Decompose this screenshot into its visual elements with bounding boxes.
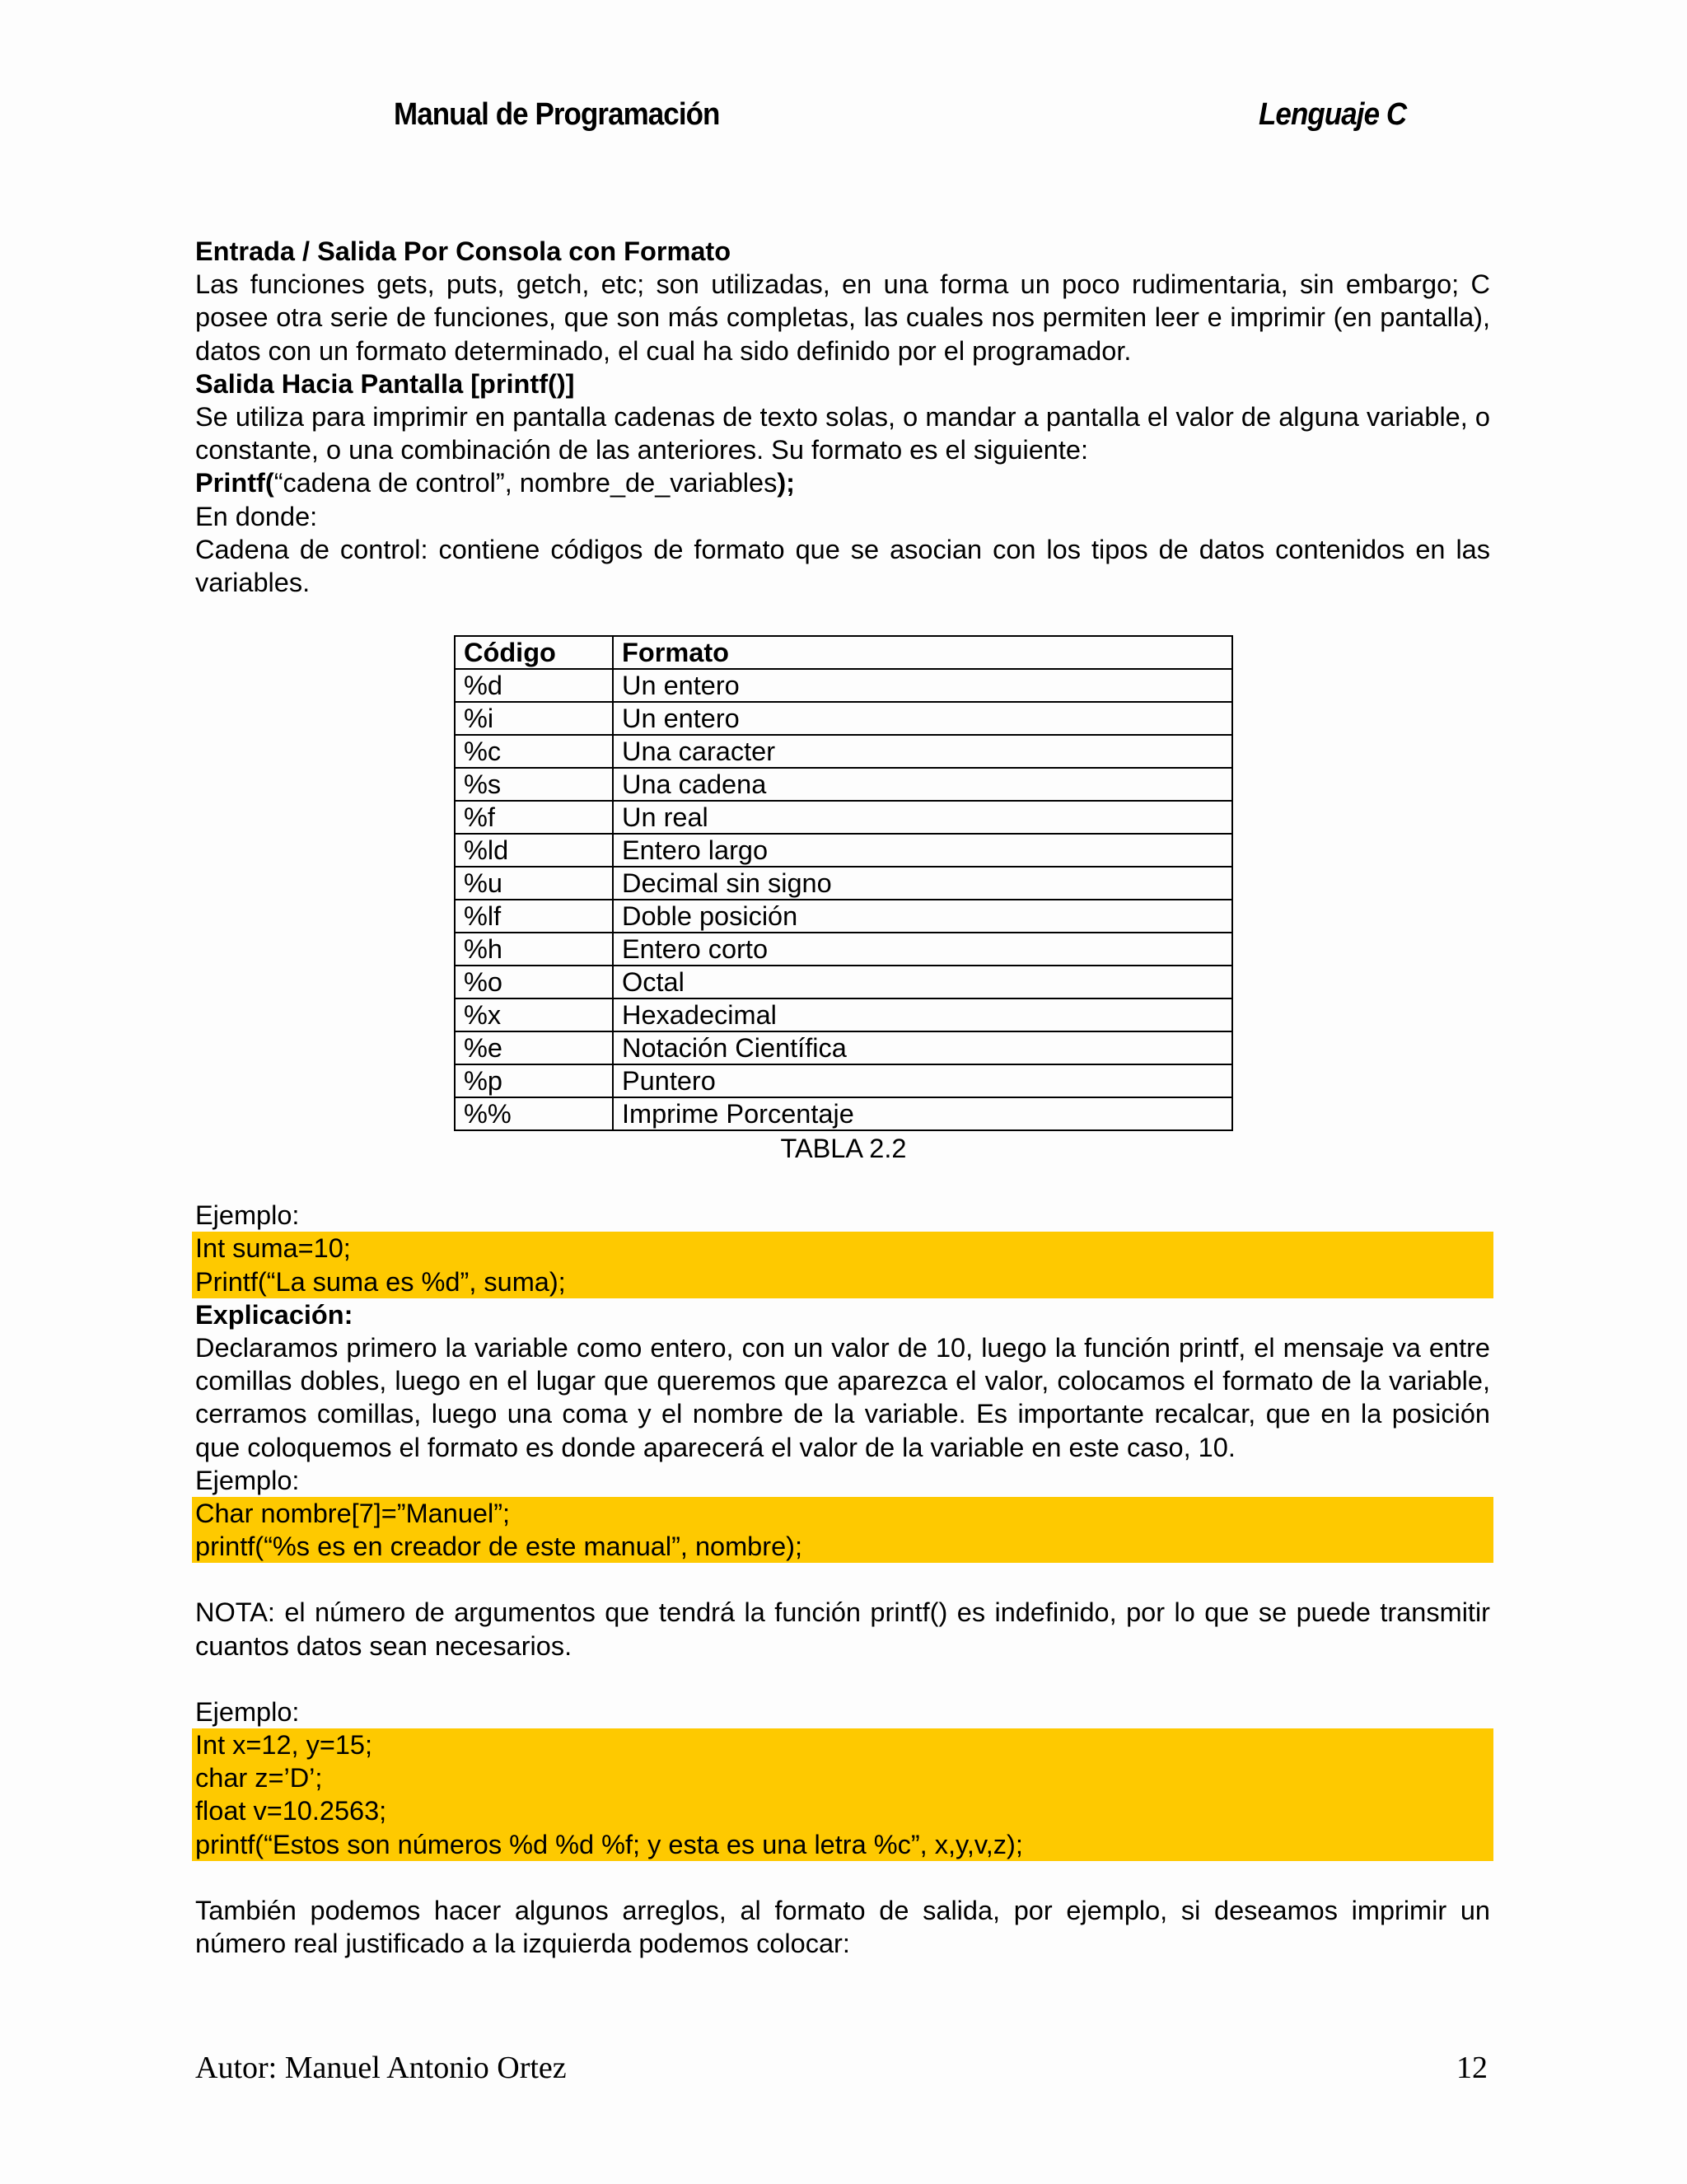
explicacion-heading: Explicación: [195,1299,353,1330]
footer-author: Autor: Manuel Antonio Ortez [195,2051,567,2085]
syntax-start: Printf( [195,468,274,498]
code-cell: %c [455,735,613,768]
example-label: Ejemplo: [195,1200,300,1231]
document-body [195,235,1490,1960]
format-cell: Entero corto [613,933,1232,966]
code-cell: %e [455,1031,613,1064]
format-cell: Notación Científica [613,1031,1232,1064]
code-cell: %s [455,768,613,801]
code-cell: %h [455,933,613,966]
format-cell: Una cadena [613,768,1232,801]
code-cell: %d [455,669,613,702]
table-row [455,998,1232,1031]
table-caption: TABLA 2.2 [780,1134,907,1164]
format-cell: Un entero [613,669,1232,702]
intro-paragraph: Las funciones gets, puts, getch, etc; son utilizadas, en una forma un poco rudimentaria, sin embargo; C posee otra serie de funciones, que son más completas, las cuales nos permiten leer e imprimir (en pantalla), datos con un formato determinado, el cual ha sido definido por el programador. [195,269,1490,366]
format-cell: Un entero [613,702,1232,735]
example-label: Ejemplo: [195,1465,300,1495]
table-row [455,900,1232,933]
code-line: printf(“Estos son números %d %d %f; y esta es una letra %c”, x,y,v,z); [195,1829,1023,1859]
code-line: float v=10.2563; [195,1796,387,1826]
table-row [455,834,1232,867]
table-row [455,1064,1232,1097]
table-row [455,735,1232,768]
code-line: printf(“%s es en creador de este manual”, nombre); [195,1532,802,1562]
table-header-formato: Formato [613,636,1232,669]
code-cell: %% [455,1097,613,1130]
spacer [195,1861,1490,1894]
table-row [455,1097,1232,1130]
code-cell: %ld [455,834,613,867]
table-row [455,1031,1232,1064]
code-line: Printf(“La suma es %d”, suma); [195,1266,566,1297]
table-header-codigo: Código [455,636,613,669]
code-block-example-2 [192,1497,1493,1563]
code-cell: %lf [455,900,613,933]
code-line: Char nombre[7]=”Manuel”; [195,1499,511,1529]
table-header-row [455,636,1232,669]
format-cell: Una caracter [613,735,1232,768]
code-cell: %i [455,702,613,735]
table-row [455,768,1232,801]
printf-syntax [195,466,1490,499]
explicacion-paragraph: Declaramos primero la variable como entero, con un valor de 10, luego la función printf, el mensaje va entre comillas dobles, luego en el lugar que queremos que aparezca el valor, colocamos el formato de la variable, cerramos comillas, luego una coma y el nombre de la variable. Es importante recalcar, que en la posición que coloquemos el formato es donde aparecerá el valor de la variable en este caso, 10. [195,1333,1490,1462]
code-cell: %f [455,801,613,834]
table-row [455,702,1232,735]
syntax-args: “cadena de control”, nombre_de_variables [273,468,778,498]
format-cell: Octal [613,966,1232,998]
format-cell: Un real [613,801,1232,834]
format-cell: Hexadecimal [613,998,1232,1031]
example-label: Ejemplo: [195,1696,300,1727]
format-codes-table [454,635,1233,1131]
table-row [455,669,1232,702]
code-cell: %p [455,1064,613,1097]
table-row [455,867,1232,900]
code-line: Int suma=10; [195,1233,351,1264]
final-paragraph: También podemos hacer algunos arreglos, al formato de salida, por ejemplo, si deseamos imprimir un número real justificado a la izquierda podemos colocar: [195,1895,1490,1959]
format-cell: Decimal sin signo [613,867,1232,900]
code-cell: %o [455,966,613,998]
table-row [455,966,1232,998]
cadena-control-description: Cadena de control: contiene códigos de formato que se asocian con los tipos de datos contenidos en las variables. [195,534,1490,598]
footer-page-number: 12 [1456,2051,1488,2085]
spacer [195,1563,1490,1596]
format-cell: Entero largo [613,834,1232,867]
code-block-example-1 [192,1232,1493,1298]
table-row [455,933,1232,966]
code-cell: %x [455,998,613,1031]
spacer [195,1166,1490,1199]
code-line: Int x=12, y=15; [195,1730,373,1761]
header-title: Manual de Programación [394,97,720,132]
format-cell: Puntero [613,1064,1232,1097]
format-cell: Imprime Porcentaje [613,1097,1232,1130]
table-row [455,801,1232,834]
code-cell: %u [455,867,613,900]
format-cell: Doble posición [613,900,1232,933]
syntax-end: ); [777,468,795,498]
printf-description: Se utiliza para imprimir en pantalla cadenas de texto solas, o mandar a pantalla el valor de alguna variable, o constante, o una combinación de las anteriores. Su formato es el siguiente: [195,402,1490,465]
section-heading-printf: Salida Hacia Pantalla [printf()] [195,368,575,399]
header-subtitle: Lenguaje C [1259,97,1407,132]
spacer [195,1663,1490,1695]
section-heading-entrada-salida: Entrada / Salida Por Consola con Formato [195,236,731,266]
nota-paragraph: NOTA: el número de argumentos que tendrá la función printf() es indefinido, por lo que se puede transmitir cuantos datos sean necesarios. [195,1597,1490,1661]
code-block-example-3 [192,1728,1493,1861]
code-line: char z=’D’; [195,1763,323,1793]
en-donde-label: En donde: [195,501,318,531]
